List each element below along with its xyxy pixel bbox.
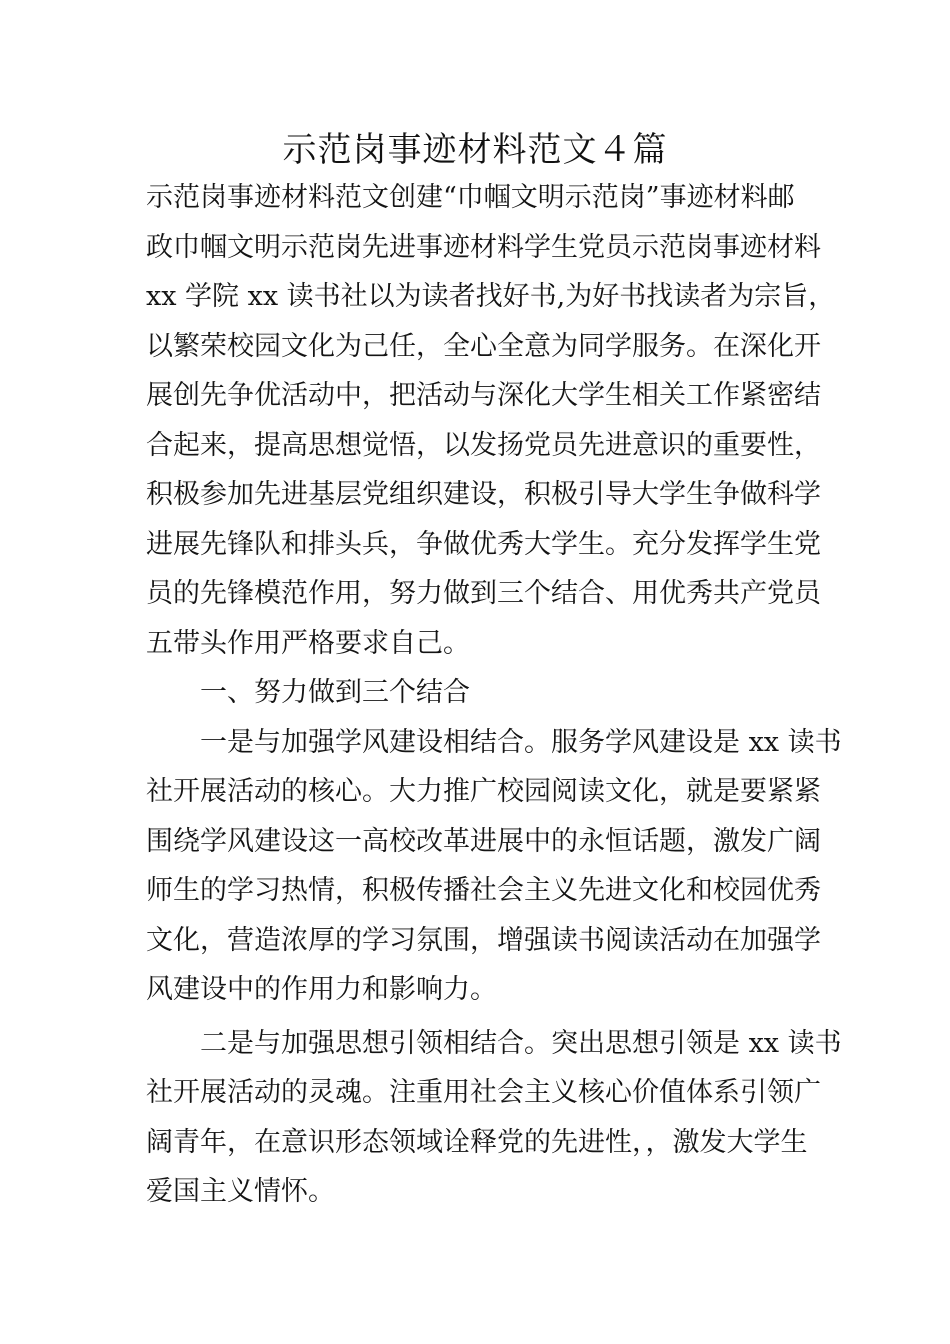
intro-line: 以繁荣校园文化为己任，全心全意为同学服务。在深化开 [146,330,821,362]
paragraph-line: 社开展活动的灵魂。注重用社会主义核心价值体系引领广 [146,1077,821,1108]
intro-line: 进展先锋队和排头兵，争做优秀大学生。充分发挥学生党 [146,528,821,560]
paragraph-line: 风建设中的作用力和影响力。 [146,974,497,1005]
intro-line: 积极参加先进基层党组织建设，积极引导大学生争做科学 [146,479,821,510]
paragraph-line: 二是与加强思想引领相结合。突出思想引领是 xx 读书 [200,1027,842,1059]
paragraph-line: 师生的学习热情，积极传播社会主义先进文化和校园优秀 [146,875,821,906]
section-heading: 一、努力做到三个结合 [200,677,470,708]
paragraph-line: 爱国主义情怀。 [146,1176,335,1207]
intro-line: 政巾帼文明示范岗先进事迹材料学生党员示范岗事迹材料 [146,231,821,263]
intro-line: 员的先锋模范作用，努力做到三个结合、用优秀共产党员 [146,578,821,609]
intro-line: xx 学院 xx 读书社以为读者找好书,为好书找读者为宗旨， [146,281,836,312]
paragraph-line: 围绕学风建设这一高校改革进展中的永恒话题，激发广阔 [146,825,821,857]
intro-line: 五带头作用严格要求自己。 [146,627,470,659]
intro-line: 合起来，提高思想觉悟，以发扬党员先进意识的重要性， [146,429,821,461]
paragraph-line: 一是与加强学风建设相结合。服务学风建设是 xx 读书 [200,726,842,758]
paragraph-line: 社开展活动的核心。大力推广校园阅读文化，就是要紧紧 [146,776,821,807]
paragraph-line: 阔青年，在意识形态领域诠释党的先进性，，激发大学生 [146,1126,808,1158]
document-title: 示范岗事迹材料范文４篇 [282,130,668,170]
document-body [146,173,842,1217]
intro-line: 展创先争优活动中，把活动与深化大学生相关工作紧密结 [146,380,821,411]
paragraph-line: 文化，营造浓厚的学习氛围，增强读书阅读活动在加强学 [146,924,821,956]
intro-line: 示范岗事迹材料范文创建“巾帼文明示范岗”事迹材料邮 [146,182,795,213]
